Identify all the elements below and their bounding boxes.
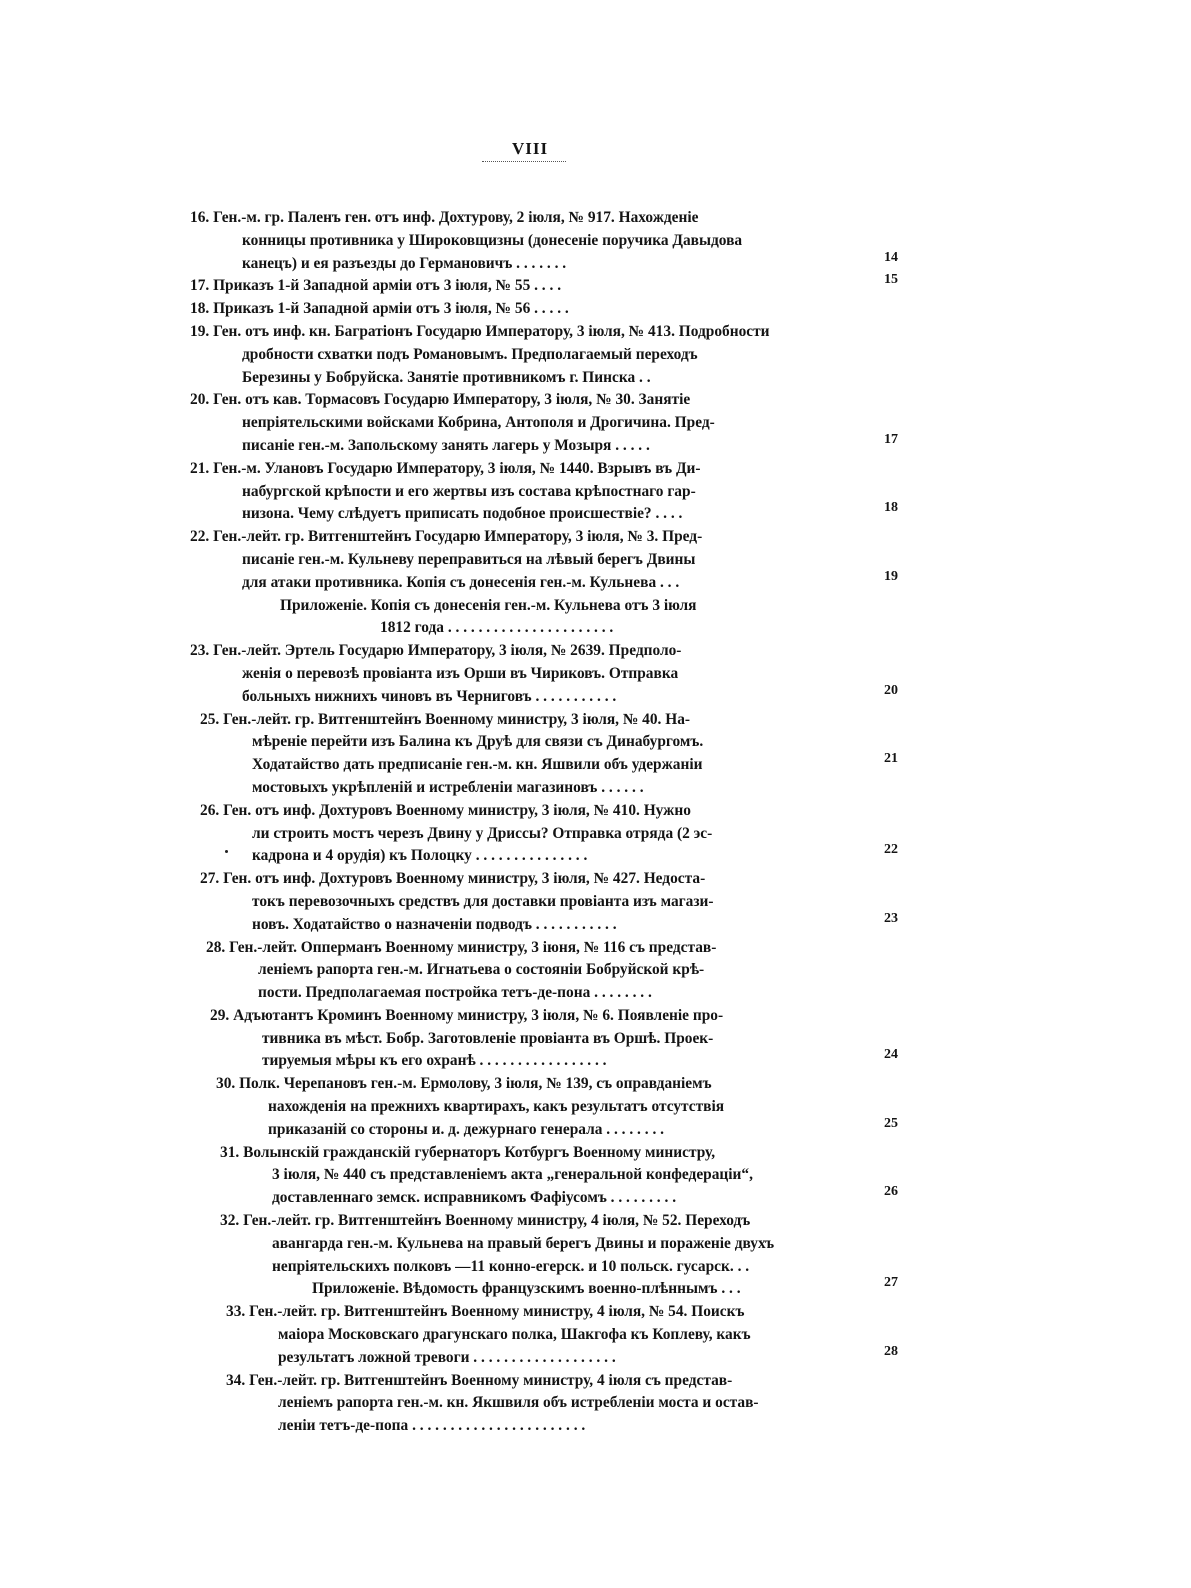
table-of-contents xyxy=(190,207,945,1438)
toc-entry xyxy=(190,389,945,457)
toc-entry xyxy=(190,298,945,321)
toc-entry xyxy=(190,526,945,594)
toc-entry xyxy=(190,1005,945,1073)
toc-entry xyxy=(190,458,945,526)
toc-entry-continuation-line: 3 іюля, № 440 съ представленіемъ акта „генеральной конфедераціи“, xyxy=(272,1166,753,1184)
toc-entry-continuation-line: Березины у Бобруйска. Занятіе противникомъ г. Пинска . . xyxy=(242,368,651,386)
toc-entry-continuation-line: тируемыя мѣры къ его охранѣ . . . . . . . . . . . . . . . . . xyxy=(262,1052,607,1070)
toc-entry xyxy=(190,1210,945,1278)
toc-entry-continuation-line: ли строить мостъ черезъ Двину у Дриссы? Отправка отряда (2 эс- xyxy=(252,824,713,842)
toc-entry-continuation-line: доставленнаго земск. исправникомъ Фафіусомъ . . . . . . . . . xyxy=(272,1189,677,1207)
toc-entry xyxy=(190,1073,945,1141)
toc-entry-continuation-line: непріятельскихъ полковъ —11 конно-егерск. и 10 польск. гусарск. . . xyxy=(272,1257,750,1275)
toc-entry-title-line: 18. Приказъ 1-й Западной арміи отъ 3 іюля, № 56 . . . . . xyxy=(190,300,569,318)
toc-entry-title-line: 19. Ген. отъ инф. кн. Багратіонъ Государю Императору, 3 іюля, № 413. Подробности xyxy=(190,322,770,340)
toc-entry-title-line: 34. Ген.-лейт. гр. Витгенштейнъ Военному министру, 4 іюля съ представ- xyxy=(226,1371,733,1389)
toc-entry xyxy=(190,1301,945,1369)
toc-page-number: 26 xyxy=(884,1184,898,1200)
toc-entry xyxy=(190,640,945,708)
toc-entry-title-line: 33. Ген.-лейт. гр. Витгенштейнъ Военному министру, 4 іюля, № 54. Поискъ xyxy=(226,1303,745,1321)
toc-entry-continuation-line: Ходатайство дать предписаніе ген.-м. кн. Яшвили объ удержаніи xyxy=(252,756,703,774)
toc-entry-title-line: 28. Ген.-лейт. Опперманъ Военному министру, 3 іюня, № 116 съ представ- xyxy=(206,938,717,956)
header-rule xyxy=(482,161,566,162)
toc-page-number: 17 xyxy=(884,431,898,447)
toc-entry-continuation-line: результатъ ложной тревоги . . . . . . . . . . . . . . . . . . . xyxy=(278,1348,616,1366)
toc-entry xyxy=(190,595,945,641)
toc-entry-continuation-line: пости. Предполагаемая постройка тетъ-де-пона . . . . . . . . xyxy=(258,984,652,1002)
toc-page-number: 18 xyxy=(884,500,898,516)
toc-entry-continuation-line: 1812 года . . . . . . . . . . . . . . . . . . . . . . xyxy=(380,619,614,637)
toc-entry xyxy=(190,207,945,275)
toc-entry-continuation-line: мѣреніе перейти изъ Балина къ Друѣ для связи съ Динабургомъ. xyxy=(252,733,704,751)
toc-entry-continuation-line: новъ. Ходатайство о назначеніи подводъ . . . . . . . . . . . xyxy=(252,915,617,933)
toc-entry-continuation-line: писаніе ген.-м. Запольскому занять лагерь у Мозыря . . . . . xyxy=(242,436,650,454)
toc-entry-title-line: Приложеніе. Вѣдомость французскимъ военно-плѣннымъ . . . xyxy=(312,1280,741,1298)
toc-entry-title-line: 31. Волынскій гражданскій губернаторъ Котбургъ Военному министру, xyxy=(220,1143,716,1161)
toc-entry-title-line: 25. Ген.-лейт. гр. Витгенштейнъ Военному министру, 3 іюля, № 40. На- xyxy=(200,710,691,728)
toc-entry xyxy=(190,1275,945,1301)
toc-page-number: 15 xyxy=(884,272,898,288)
toc-page-number: 25 xyxy=(884,1115,898,1131)
toc-entry-title-line: 26. Ген. отъ инф. Дохтуровъ Военному министру, 3 іюля, № 410. Нужно xyxy=(200,801,691,819)
toc-entry-continuation-line: конницы противника у Широковщизны (донесеніе поручика Давыдова xyxy=(242,231,743,249)
toc-entry xyxy=(190,709,945,800)
toc-entry-continuation-line: набургской крѣпости и его жертвы изъ состава крѣпостнаго гар- xyxy=(242,482,696,500)
toc-entry-continuation-line: низона. Чему слѣдуетъ приписать подобное происшествіе? . . . . xyxy=(242,505,683,523)
toc-entry-continuation-line: леніемъ рапорта ген.-м. кн. Якшвиля объ истребленіи моста и остав- xyxy=(278,1394,759,1412)
toc-page-number: 19 xyxy=(884,568,898,584)
toc-entry-title-line: 30. Полк. Черепановъ ген.-м. Ермолову, 3 іюля, № 139, съ оправданіемъ xyxy=(216,1075,712,1093)
toc-entry xyxy=(190,272,945,298)
toc-entry-title-line: 32. Ген.-лейт. гр. Витгенштейнъ Военному министру, 4 іюля, № 52. Переходъ xyxy=(220,1212,751,1230)
toc-entry-title-line: 29. Адъютантъ Кроминъ Военному министру, 3 іюля, № 6. Появленіе про- xyxy=(210,1006,724,1024)
toc-page-number: 28 xyxy=(884,1343,898,1359)
toc-page-number: 21 xyxy=(884,751,898,767)
toc-entry-title-line: Приложеніе. Копія съ донесенія ген.-м. Кульнева отъ 3 іюля xyxy=(280,596,697,614)
toc-page-number: 20 xyxy=(884,682,898,698)
toc-entry-title-line: 17. Приказъ 1-й Западной арміи отъ 3 іюля, № 55 . . . . xyxy=(190,277,562,295)
toc-entry-title-line: 20. Ген. отъ кав. Тормасовъ Государю Императору, 3 іюля, № 30. Занятіе xyxy=(190,391,691,409)
toc-entry xyxy=(190,1370,945,1438)
toc-entry xyxy=(190,321,945,389)
toc-entry-title-line: 16. Ген.-м. гр. Паленъ ген. отъ инф. Дохтурову, 2 іюля, № 917. Нахожденіе xyxy=(190,209,699,226)
toc-entry-continuation-line: канецъ) и ея разъезды до Германовичъ . . . . . . . xyxy=(242,254,567,272)
toc-entry-continuation-line: мостовыхъ укрѣпленій и истребленіи магазиновъ . . . . . . xyxy=(252,778,644,796)
stray-mark xyxy=(225,850,228,853)
toc-entry-continuation-line: приказаній со стороны и. д. дежурнаго генерала . . . . . . . . xyxy=(268,1120,664,1138)
toc-entry-continuation-line: авангарда ген.-м. Кульнева на правый берегъ Двины и пораженіе двухъ xyxy=(272,1234,775,1252)
page-number: VIII xyxy=(511,139,549,158)
toc-entry-continuation-line: больныхъ нижнихъ чиновъ въ Черниговъ . . . . . . . . . . . xyxy=(242,687,617,705)
toc-entry-title-line: 22. Ген.-лейт. гр. Витгенштейнъ Государю Императору, 3 іюля, № 3. Пред- xyxy=(190,528,703,546)
toc-entry-title-line: 21. Ген.-м. Улановъ Государю Императору, 3 іюля, № 1440. Взрывъ въ Ди- xyxy=(190,459,701,477)
toc-entry xyxy=(190,937,945,1005)
toc-page-number: 27 xyxy=(884,1275,898,1291)
toc-page-number: 24 xyxy=(884,1047,898,1063)
toc-entry-continuation-line: леніемъ рапорта ген.-м. Игнатьева о состояніи Бобруйской крѣ- xyxy=(258,961,705,979)
toc-entry-title-line: 27. Ген. отъ инф. Дохтуровъ Военному министру, 3 іюля, № 427. Недоста- xyxy=(200,870,706,888)
toc-entry-continuation-line: тивника въ мѣст. Бобр. Заготовленіе провіанта въ Оршѣ. Проек- xyxy=(262,1029,714,1047)
toc-entry-continuation-line: нахожденія на прежнихъ квартирахъ, какъ результатъ отсутствія xyxy=(268,1098,725,1116)
toc-entry-continuation-line: для атаки противника. Копія съ донесенія ген.-м. Кульнева . . . xyxy=(242,573,680,591)
toc-page-number: 22 xyxy=(884,842,898,858)
toc-entry xyxy=(190,868,945,936)
toc-entry-continuation-line: непріятельскими войсками Кобрина, Антополя и Дрогичина. Пред- xyxy=(242,414,715,432)
toc-entry-title-line: 23. Ген.-лейт. Эртель Государю Императору, 3 іюля, № 2639. Предполо- xyxy=(190,642,682,660)
toc-entry-continuation-line: леніи тетъ-де-попа . . . . . . . . . . . . . . . . . . . . . . . xyxy=(278,1417,586,1435)
toc-entry-continuation-line: маіора Московскаго драгунскаго полка, Шакгофа къ Коплеву, какъ xyxy=(278,1326,751,1344)
toc-entry-continuation-line: токъ перевозочныхъ средствъ для доставки провіанта изъ магази- xyxy=(252,892,714,910)
toc-entry-continuation-line: женія о перевозѣ провіанта изъ Орши въ Чириковъ. Отправка xyxy=(242,664,679,682)
toc-page-number: 14 xyxy=(884,249,898,265)
toc-page-number: 23 xyxy=(884,910,898,926)
toc-entry xyxy=(190,1142,945,1210)
toc-entry-continuation-line: кадрона и 4 орудія) къ Полоцку . . . . . . . . . . . . . . . xyxy=(252,847,588,865)
toc-entry-continuation-line: дробности схватки подъ Романовымъ. Предполагаемый переходъ xyxy=(242,345,698,363)
toc-entry xyxy=(190,800,945,868)
toc-entry-continuation-line: писаніе ген.-м. Кульневу переправиться на лѣвый берегъ Двины xyxy=(242,550,696,568)
